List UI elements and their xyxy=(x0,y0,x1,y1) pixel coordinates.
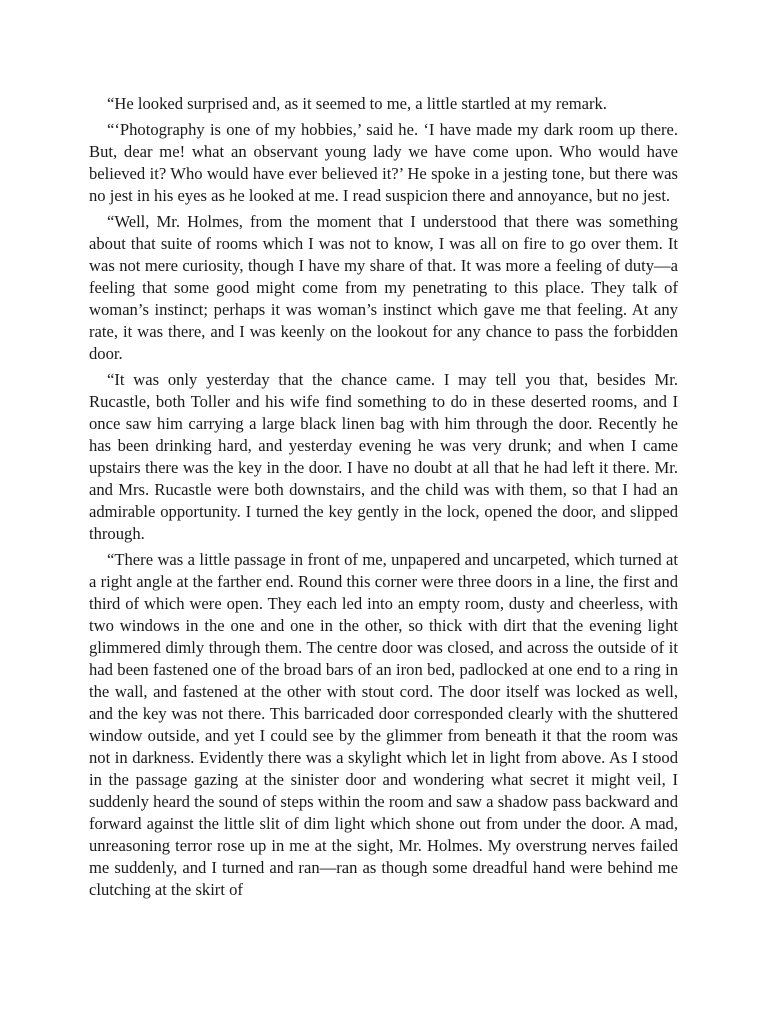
document-page xyxy=(89,93,678,905)
paragraph-1: “He looked surprised and, as it seemed to me, a little startled at my remark. xyxy=(107,94,607,113)
paragraph-4: “It was only yesterday that the chance came. I may tell you that, besides Mr. Rucastle, both Toller and his wife find something to do in these deserted rooms, and I once saw him carrying a large black linen bag with him through the door. Recently he has been drinking hard, and yesterday evening he was very drunk; and when I came upstairs there was the key in the door. I have no doubt at all that he had left it there. Mr. and Mrs. Rucastle were both downstairs, and the child was with them, so that I had an admirable opportunity. I turned the key gently in the lock, opened the door, and slipped through. xyxy=(89,370,678,543)
paragraph-3: “Well, Mr. Holmes, from the moment that I understood that there was something about that suite of rooms which I was not to know, I was all on fire to go over them. It was not mere curiosity, though I have my share of that. It was more a feeling of duty—a feeling that some good might come from my penetrating to this place. They talk of woman’s instinct; perhaps it was woman’s instinct which gave me that feeling. At any rate, it was there, and I was keenly on the lookout for any chance to pass the forbidden door. xyxy=(89,212,678,363)
paragraph-5: “There was a little passage in front of me, unpapered and uncarpeted, which turned at a right angle at the farther end. Round this corner were three doors in a line, the first and third of which were open. They each led into an empty room, dusty and cheerless, with two windows in the one and one in the other, so thick with dirt that the evening light glimmered dimly through them. The centre door was closed, and across the outside of it had been fastened one of the broad bars of an iron bed, padlocked at one end to a ring in the wall, and fastened at the other with stout cord. The door itself was locked as well, and the key was not there. This barricaded door corresponded clearly with the shuttered window outside, and yet I could see by the glimmer from beneath it that the room was not in darkness. Evidently there was a skylight which let in light from above. As I stood in the passage gazing at the sinister door and wondering what secret it might veil, I suddenly heard the sound of steps within the room and saw a shadow pass backward and forward against the little slit of dim light which shone out from under the door. A mad, unreasoning terror rose up in me at the sight, Mr. Holmes. My overstrung nerves failed me suddenly, and I turned and ran—ran as though some dreadful hand were behind me clutching at the skirt of xyxy=(89,550,678,899)
paragraph-2: “‘Photography is one of my hobbies,’ said he. ‘I have made my dark room up there. But, dear me! what an observant young lady we have come upon. Who would have believed it? Who would have ever believed it?’ He spoke in a jesting tone, but there was no jest in his eyes as he looked at me. I read suspicion there and annoyance, but no jest. xyxy=(89,120,678,205)
